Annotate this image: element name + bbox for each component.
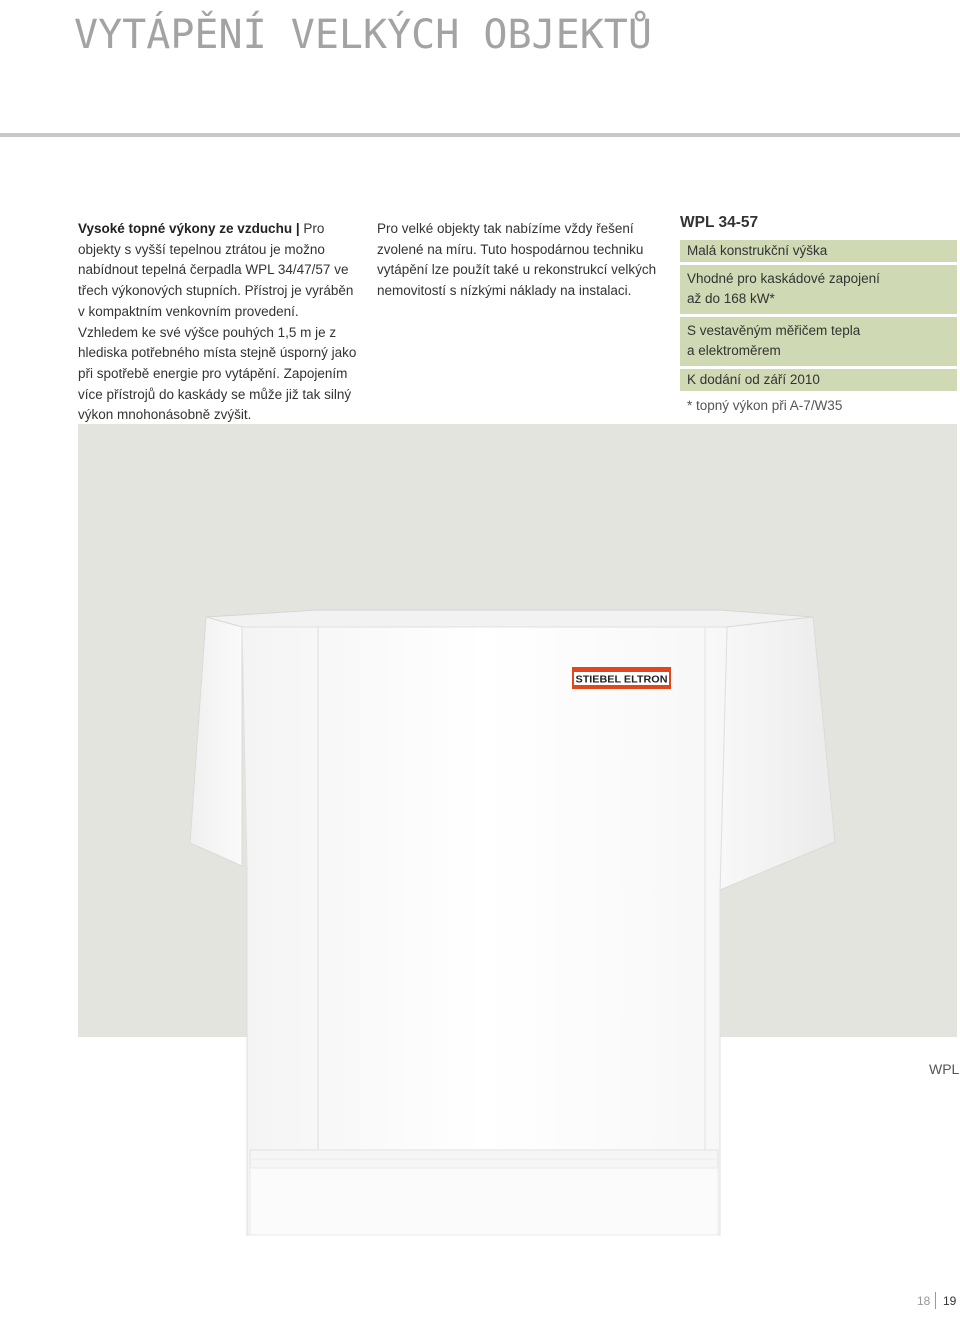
spec-item-cascade: Vhodné pro kaskádové zapojení až do 168 kW* [680,265,957,314]
page-title: VYTÁPĚNÍ VELKÝCH OBJEKTŮ [74,12,652,58]
unit-right-panel [720,617,835,890]
unit-top-lid [206,610,813,627]
stiebel-eltron-logo [572,667,671,689]
intro-text: Pro objekty s vyšší tepelnou ztrátou je možno nabídnout tepelná čerpadla WPL 34/47/57 ve třech výkonových stupních. Přístroj je vyráběn v kompaktním venkovním provedení. Vzhledem ke své výšce pouhých 1,5 m je z hlediska potřebného místa stejně úsporný jako při spotřebě energie pro vytápění. Zapojením více přístrojů do kaskády se může již tak silný výkon mnohonásobně zvýšit. [78,221,357,423]
product-caption: WPL [929,1061,960,1077]
spec-item-height: Malá konstrukční výška [680,240,957,262]
intro-lead: Vysoké topné výkony ze vzduchu [78,221,293,236]
lead-separator: | [292,221,304,236]
spec-title: WPL 34-57 [680,214,759,231]
unit-left-panel [190,617,242,866]
spec-footnote: * topný výkon při A-7/W35 [687,398,843,413]
spec-item-meter: S vestavěným měřičem tepla a elektroměrem [680,317,957,366]
page-number-divider [935,1292,936,1309]
page-number-left: 18 [917,1294,931,1308]
spec-item-availability: K dodání od září 2010 [680,369,957,391]
unit-front-panel [242,627,727,1235]
logo-text: STIEBEL ELTRON [575,673,668,686]
second-column: Pro velké objekty tak nabízíme vždy řešení zvolené na míru. Tuto hospodárnou techniku vytápění lze použít také u rekonstrukcí velkých nemovitostí s nízkými náklady na instalaci. [377,221,657,299]
page-number-right: 19 [943,1294,957,1308]
